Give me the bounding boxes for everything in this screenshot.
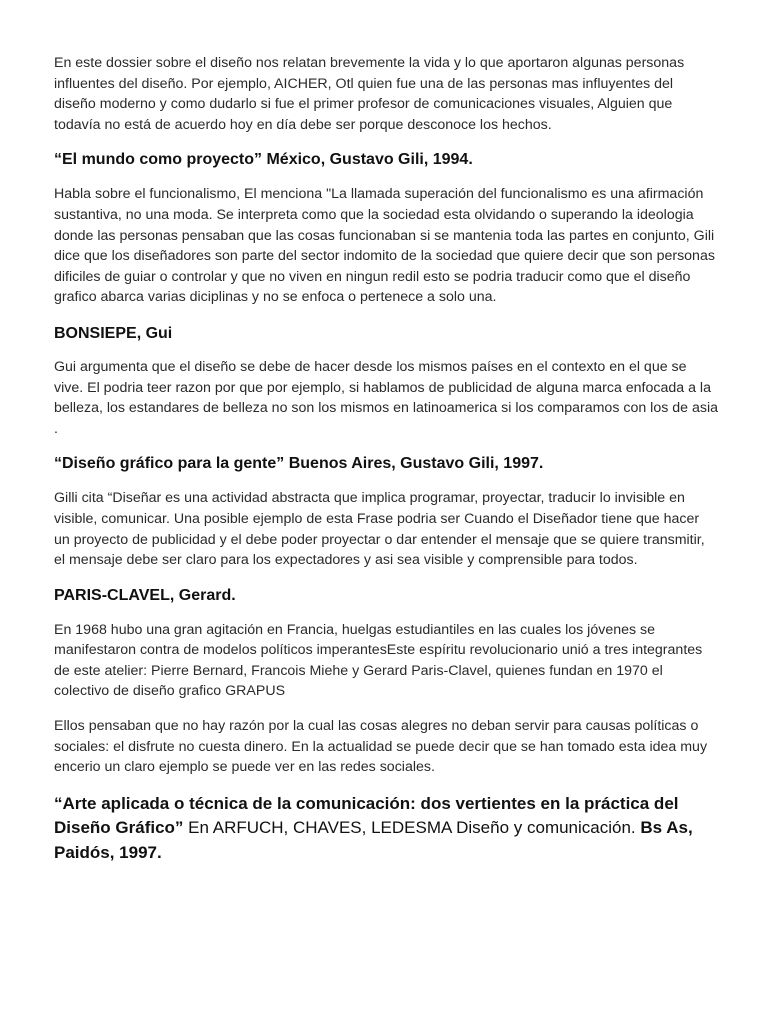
final-heading-arte-aplicada (54, 792, 718, 866)
section-heading-diseno-para-la-gente: “Diseño gráfico para la gente” Buenos Aires, Gustavo Gili, 1997. (54, 455, 544, 473)
paragraph-grapus-ideas: Ellos pensaban que no hay razón por la cual las cosas alegres no deban servir para causas políticas o sociales: el disfrute no cuesta dinero. En la actualidad se puede decir que se han tomado esta idea muy encerio un claro ejemplo se puede ver en las redes sociales. (54, 718, 708, 776)
section-heading-paris-clavel: PARIS-CLAVEL, Gerard. (54, 586, 236, 604)
paragraph-bonsiepe: Gui argumenta que el diseño se debe de hacer desde los mismos países en el contexto en el que se vive. El podria teer razon por que por ejemplo, si hablamos de publicidad de alguna marca enfocada a la belleza, los estandares de belleza no son los mismos en latinoamerica si los comparamos con los de asia . (54, 358, 718, 437)
intro-paragraph: En este dossier sobre el diseño nos relatan brevemente la vida y lo que aportaron algunas personas influentes del diseño. Por ejemplo, AICHER, Otl quien fue una de las personas mas influyentes del diseño moderno y como dudarlo si fue el primer profesor de comunicaciones visuales, Alguien que todavía no está de acuerdo hoy en día debe ser porque desconoce los hechos. (54, 55, 685, 133)
document-page (54, 53, 718, 865)
final-heading-source: En ARFUCH, CHAVES, LEDESMA Diseño y comunicación. (183, 818, 636, 838)
final-heading-title: “Arte aplicada o técnica de la comunicación: dos vertientes en la práctica del Diseño Gráfico” (54, 793, 679, 838)
section-heading-bonsiepe: BONSIEPE, Gui (54, 324, 173, 342)
paragraph-grapus-history: En 1968 hubo una gran agitación en Francia, huelgas estudiantiles en las cuales los jóvenes se manifestaron contra de modelos políticos imperantesEste espíritu revolucionario unió a tres integrantes de este atelier: Pierre Bernard, Francois Miehe y Gerard Paris-Clavel, quienes fundan en 1970 el colectivo de diseño grafico GRAPUS (54, 621, 703, 700)
final-heading-publisher: Bs As, Paidós, 1997. (54, 818, 693, 862)
paragraph-gilli: Gilli cita “Diseñar es una actividad abstracta que implica programar, proyectar, traducir lo invisible en visible, comunicar. Una posible ejemplo de esta Frase podria ser Cuando el Diseñador tiene que hacer un proyecto de publicidad y el debe poder proyectar o dar entender el mensaje que se quiere transmitir, el mensaje debe ser claro para los expectadores y asi sea visible y comprensible para todos. (54, 490, 705, 569)
paragraph-funcionalismo: Habla sobre el funcionalismo, El menciona "La llamada superación del funcionalismo es una afirmación sustantiva, no una moda. Se interpreta como que la sociedad esta olvidando o superando la ideologia donde las personas pensaban que las cosas funcionaban si se mantenia toda las partes en conjunto, Gili dice que los diseñadores son parte del sector indomito de la sociedad que quiere decir que son personas dificiles de guiar o controlar y que no viven en ningun redil esto se podria traducir como que el diseño grafico abarca varias diciplinas y no se enfoca o pertenece a solo una. (54, 186, 715, 306)
section-heading-mundo-como-proyecto: “El mundo como proyecto” México, Gustavo Gili, 1994. (54, 151, 473, 169)
